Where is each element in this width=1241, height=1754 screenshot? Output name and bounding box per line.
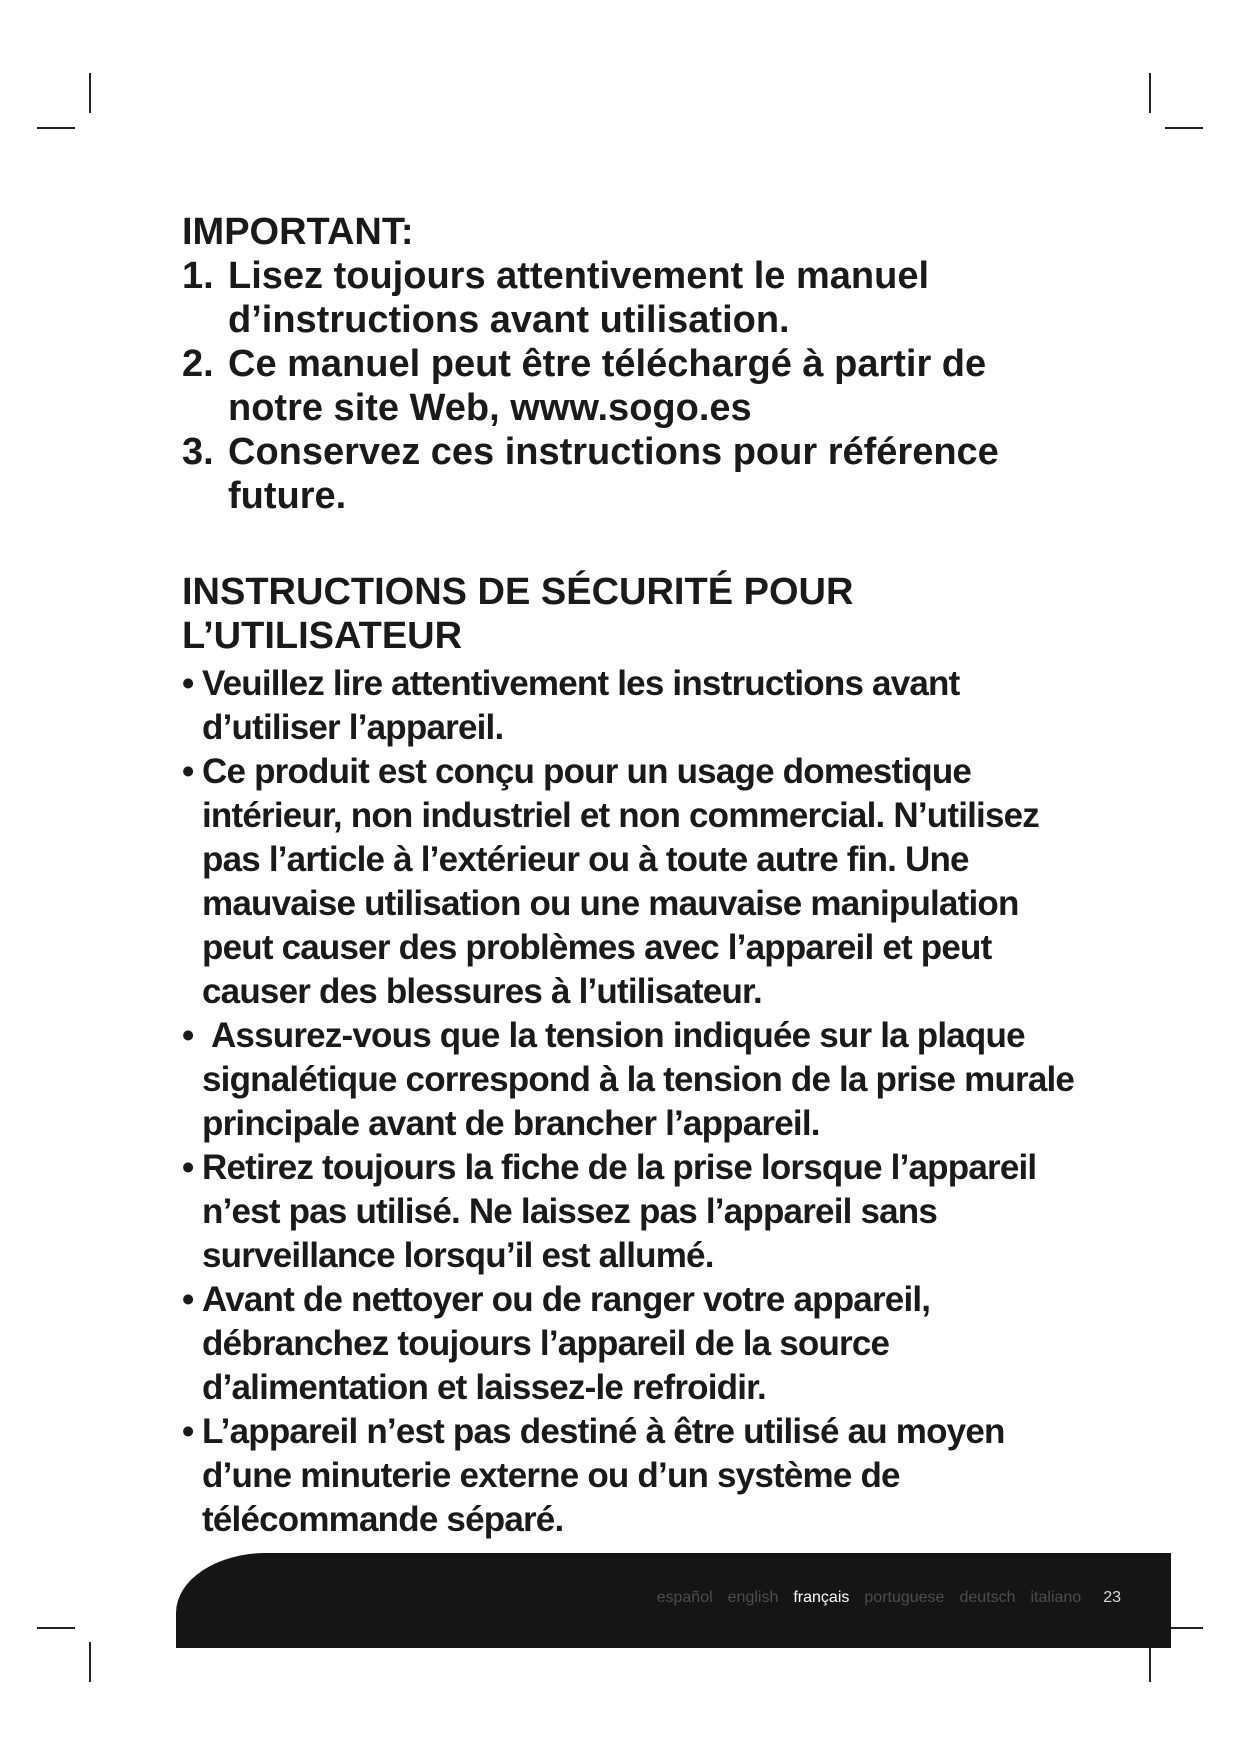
- bullet-icon: •: [182, 664, 194, 703]
- language-link-deutsch[interactable]: deutsch: [959, 1589, 1016, 1606]
- footer-band: [176, 1553, 1171, 1648]
- crop-mark-bottom-left-horizontal: [37, 1627, 75, 1629]
- bullet-icon: •: [182, 1412, 194, 1451]
- safety-item-text: Ce produit est conçu pour un usage domestique intérieur, non industriel et non commercial. N’utilisez pas l’article à l’extérieur ou à toute autre fin. Une mauvaise utilisation ou une mauvaise manipulation peut causer des problèmes avec l’appareil et peut causer des blessures à l’utilisateur.: [202, 752, 1039, 1011]
- safety-item: [182, 662, 1082, 750]
- safety-item: [182, 750, 1082, 1014]
- safety-item-text: Avant de nettoyer ou de ranger votre appareil, débranchez toujours l’appareil de la source d’alimentation et laissez-le refroidir.: [202, 1280, 931, 1407]
- language-link-portuguese[interactable]: portuguese: [864, 1589, 945, 1606]
- important-item: [182, 430, 1082, 518]
- page-content: [182, 210, 1082, 1542]
- safety-item-text: Veuillez lire attentivement les instructions avant d’utiliser l’appareil.: [202, 664, 960, 747]
- item-number: 2.: [182, 343, 214, 385]
- important-item: [182, 342, 1082, 430]
- bullet-icon: •: [182, 1148, 194, 1187]
- item-text: Lisez toujours attentivement le manuel d’instructions avant utilisation.: [228, 255, 930, 341]
- language-nav: [642, 1589, 1121, 1607]
- crop-mark-bottom-right-vertical: [1149, 1642, 1151, 1682]
- bullet-icon: •: [182, 1016, 194, 1055]
- language-link-espanol[interactable]: español: [656, 1589, 713, 1606]
- item-text: Conservez ces instructions pour référence future.: [228, 431, 999, 517]
- page-number: 23: [1103, 1589, 1121, 1606]
- safety-item-text: L’appareil n’est pas destiné à être utilisé au moyen d’une minuterie externe ou d’un système de télécommande séparé.: [202, 1412, 1005, 1539]
- item-number: 3.: [182, 431, 214, 473]
- language-link-francais[interactable]: français: [793, 1589, 850, 1606]
- crop-mark-top-left-horizontal: [37, 127, 75, 129]
- important-item: [182, 254, 1082, 342]
- crop-mark-top-right-vertical: [1149, 73, 1151, 113]
- crop-mark-top-right-horizontal: [1165, 127, 1203, 129]
- bullet-icon: •: [182, 752, 194, 791]
- safety-item-text: Retirez toujours la fiche de la prise lorsque l’appareil n’est pas utilisé. Ne laissez pas l’appareil sans surveillance lorsqu’il est allumé.: [202, 1148, 1037, 1275]
- safety-item: [182, 1410, 1082, 1542]
- safety-heading: INSTRUCTIONS DE SÉCURITÉ POUR L’UTILISATEUR: [182, 571, 854, 657]
- important-heading: IMPORTANT:: [182, 211, 414, 253]
- crop-mark-top-left-vertical: [89, 73, 91, 113]
- safety-item-text: Assurez-vous que la tension indiquée sur la plaque signalétique correspond à la tension de la prise murale principale avant de brancher l’appareil.: [202, 1016, 1084, 1143]
- safety-list: [182, 662, 1082, 1542]
- language-link-italiano[interactable]: italiano: [1030, 1589, 1082, 1606]
- language-link-english[interactable]: english: [727, 1589, 779, 1606]
- crop-mark-bottom-left-vertical: [89, 1642, 91, 1682]
- item-number: 1.: [182, 255, 214, 297]
- item-text: Ce manuel peut être téléchargé à partir de notre site Web, www.sogo.es: [228, 343, 987, 429]
- important-list: [182, 254, 1082, 518]
- safety-item: [182, 1014, 1082, 1146]
- safety-item: [182, 1146, 1082, 1278]
- safety-item: [182, 1278, 1082, 1410]
- bullet-icon: •: [182, 1280, 194, 1319]
